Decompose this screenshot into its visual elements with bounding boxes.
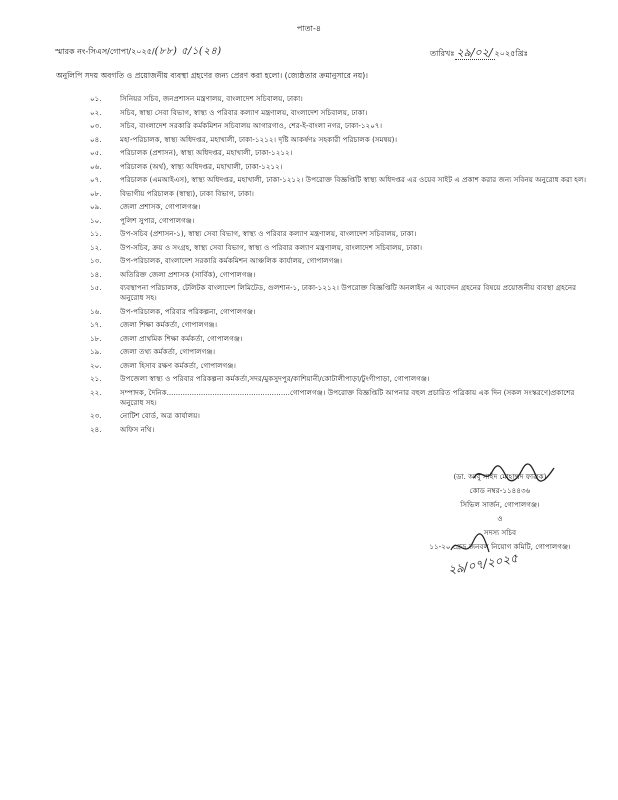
recipient-text: জেলা হিসাব রক্ষণ কর্মকর্তা, গোপালগঞ্জ। [120,360,236,370]
recipient-item [90,361,590,371]
recipient-number: ২৩. [90,411,102,420]
date-suffix: ২০২৫খ্রিঃ [494,49,528,58]
recipient-text: পরিচালক (প্রশাসন), স্বাস্থ্য অধিদপ্তর, মহাখালী, ঢাকা-১২১২। [120,148,293,157]
recipient-item [90,135,590,145]
recipient-number: ২২. [90,387,102,397]
recipient-text: জেলা শিক্ষা কর্মকর্তা, গোপালগঞ্জ। [120,320,218,329]
recipient-text: জেলা প্রাথমিক শিক্ষা কর্মকর্তা, গোপালগঞ্জ। [120,333,243,343]
recipient-text: মহা-পরিচালক, স্বাস্থ্য অধিদপ্তর, মহাখালী, ঢাকা-১২১২। দৃষ্টি আকর্ষণঃ সহকারী পরিচালক (সমন্বয়)। [120,134,398,144]
recipient-number: ০৮. [90,188,102,198]
memo-label: স্মারক নং-সিএস/গোপা/২০২৫/ [55,47,155,56]
recipient-number: ০৪. [90,134,102,144]
recipient-item [90,411,590,421]
recipient-number: ০৯. [90,202,102,211]
recipient-number: ২১. [90,374,102,383]
recipient-item [90,162,590,172]
recipient-text: উপ-সচিব (প্রশাসন-১), স্বাস্থ্য সেবা বিভাগ, স্বাস্থ্য ও পরিবার কল্যাণ মন্ত্রণালয়, বাংলাদেশ সচিবালয়, ঢাকা। [120,229,417,238]
date-line [430,44,528,63]
recipient-number: ১১. [90,229,102,238]
recipient-number: ০৫. [90,148,102,157]
recipient-item [90,94,590,104]
recipient-item [90,148,590,158]
recipient-item [90,243,590,253]
recipient-number: ১৫. [90,283,102,292]
recipient-number: ২০. [90,360,102,370]
date-label: তারিখঃ [430,49,455,58]
recipient-item [90,334,590,344]
recipient-number: ১৬. [90,306,102,316]
recipient-number: ১৯. [90,347,102,356]
recipient-item [90,283,590,303]
recipient-item [90,121,590,131]
recipient-item [90,425,590,435]
recipient-list [90,94,590,438]
initial-and-date-mark [445,530,585,584]
recipient-text: উপ-পরিচালক, পরিবার পরিকল্পনা, গোপালগঞ্জ। [120,306,256,316]
signatory-and: ও [497,514,503,523]
recipient-text: পুলিশ সুপার, গোপালগঞ্জ। [120,215,195,225]
date-handwritten: ২৯/০২/ [456,46,493,59]
signatory-name: (ডা. আবু সাইদ মোহাম্মদ ফারুক) [453,472,547,481]
recipient-text: উপ-পরিচালক, বাংলাদেশ সরকারি কর্মকমিশন আঞ্চলিক কার্যালয়, গোপালগঞ্জ। [120,256,343,265]
recipient-item [90,256,590,266]
recipient-text: পরিচালক (অর্থ), স্বাস্থ্য অধিদপ্তর, মহাখালী, ঢাকা-১২১২। [120,161,283,171]
recipient-text: উপ-সচিব, ক্রয় ও সংগ্রহ, স্বাস্থ্য সেবা বিভাগ, স্বাস্থ্য ও পরিবার কল্যাণ মন্ত্রণালয়, বাংলাদেশ সচিবালয়, ঢাকা। [120,242,423,252]
recipient-number: ০৩. [90,121,102,130]
recipient-item [90,202,590,212]
signatory-code: কোড নম্বর-১১৪৪৩৬ [469,486,531,495]
recipient-item [90,347,590,357]
recipient-text: বিভাগীয় পরিচালক (স্বাস্থ্য), ঢাকা বিভাগ, ঢাকা। [120,188,254,198]
memo-handwritten: (৮৮) ৫/১(২৪) [154,46,222,57]
recipient-text: সচিব, স্বাস্থ্য সেবা বিভাগ, স্বাস্থ্য ও পরিবার কল্যাণ মন্ত্রণালয়, বাংলাদেশ সচিবালয়, ঢাকা। [120,107,368,117]
recipient-number: ১৪. [90,269,102,279]
recipient-text: সচিব, বাংলাদেশ সরকারি কর্মকমিশন সচিবালয় আগারগাও, শের-ই-বাংলা নগর, ঢাকা-১২০৭। [120,121,383,130]
recipient-item [90,374,590,384]
recipient-item [90,229,590,239]
recipient-number: ০১. [90,94,102,103]
recipient-item [90,307,590,317]
recipient-text: অফিস নথি। [120,424,155,434]
recipient-number: ০৬. [90,161,102,171]
recipient-text: পরিচালক (এমআইএস), স্বাস্থ্য অধিদপ্তর, মহাখালী, ঢাকা-১২১২। উপরোক্ত বিজ্ঞপ্তিটি স্বাস্থ্য অধিদপ্তর এর ওয়েব সাইট এ প্রকাশ করার জন্য সবিনয় অনুরোধ করা হল। [120,175,587,184]
recipient-text: ব্যবস্থাপনা পরিচালক, টেলিটক বাংলাদেশ লিমিটেড, গুলশান-১, ঢাকা-১২১২। উপরোক্ত বিজ্ঞপ্তিটি অনলাইন এ আবেদন গ্রহনের বিষয়ে প্রয়োজনীয় ব্যবস্থা গ্রহনের অনুরোধ সহ। [120,283,577,302]
recipient-item [90,270,590,280]
recipient-number: ১৭. [90,320,102,329]
memo-number [55,44,222,61]
signatory-designation: সিভিল সার্জন, গোপালগঞ্জ। [460,500,540,509]
recipient-item [90,189,590,199]
recipient-item [90,388,590,408]
signatory-member: সদস্য সচিব [483,528,517,537]
recipient-number: ০২. [90,107,102,117]
recipient-number: ১০. [90,215,102,225]
recipient-text: নোটিশ বোর্ড, অত্র কার্যালয়। [120,411,200,420]
signatory-committee: ১১-২০ গ্রেড জনবল নিয়োগ কমিটি, গোপালগঞ্জ। [429,542,571,551]
recipient-item [90,108,590,118]
recipient-number: ২৪. [90,424,102,434]
recipient-text: সম্পাদক, দৈনিক......................................................গোপালগঞ্জ। উপরোক্ত বিজ্ঞপ্তিটি আপনার বহুল প্রচারিত পত্রিকায় এক দিন (সকল সংস্করণে)প্রকাশের অনুরোধ সহ। [120,387,575,407]
recipient-number: ০৭. [90,175,102,184]
recipient-item [90,175,590,185]
recipient-number: ১২. [90,242,102,252]
recipient-item [90,320,590,330]
recipient-number: ১৩. [90,256,102,265]
recipient-text: অতিরিক্ত জেলা প্রশাসক (সার্বিক), গোপালগঞ্জ। [120,269,256,279]
page-number: পাতা-৪ [296,24,322,33]
recipient-number: ১৮. [90,333,102,343]
handwritten-date: ২৯/০৭/২০২৫ [447,550,519,577]
recipient-text: উপজেলা স্বাস্থ্য ও পরিবার পরিকল্পনা কর্মকর্তা,সদর/মুকসুদপুর/কাশিয়ানী/কোটালীপাড়া/টুংগীপাড়া, গোপালগঞ্জ। [120,374,430,383]
intro-text: অনুলিপি সদয় অবগতি ও প্রয়োজনীয় ব্যবস্থা গ্রহণের জন্য প্রেরণ করা হলো। (জ্যেষ্ঠতার ক্রমানুসারে নয়)। [56,71,368,80]
recipient-text: সিনিয়র সচিব, জনপ্রশাসন মন্ত্রণালয়, বাংলাদেশ সচিবালয়, ঢাকা। [120,94,303,103]
recipient-text: জেলা প্রশাসক, গোপালগঞ্জ। [120,202,201,211]
recipient-item [90,216,590,226]
recipient-text: জেলা তথ্য কর্মকর্তা, গোপালগঞ্জ। [120,347,216,356]
